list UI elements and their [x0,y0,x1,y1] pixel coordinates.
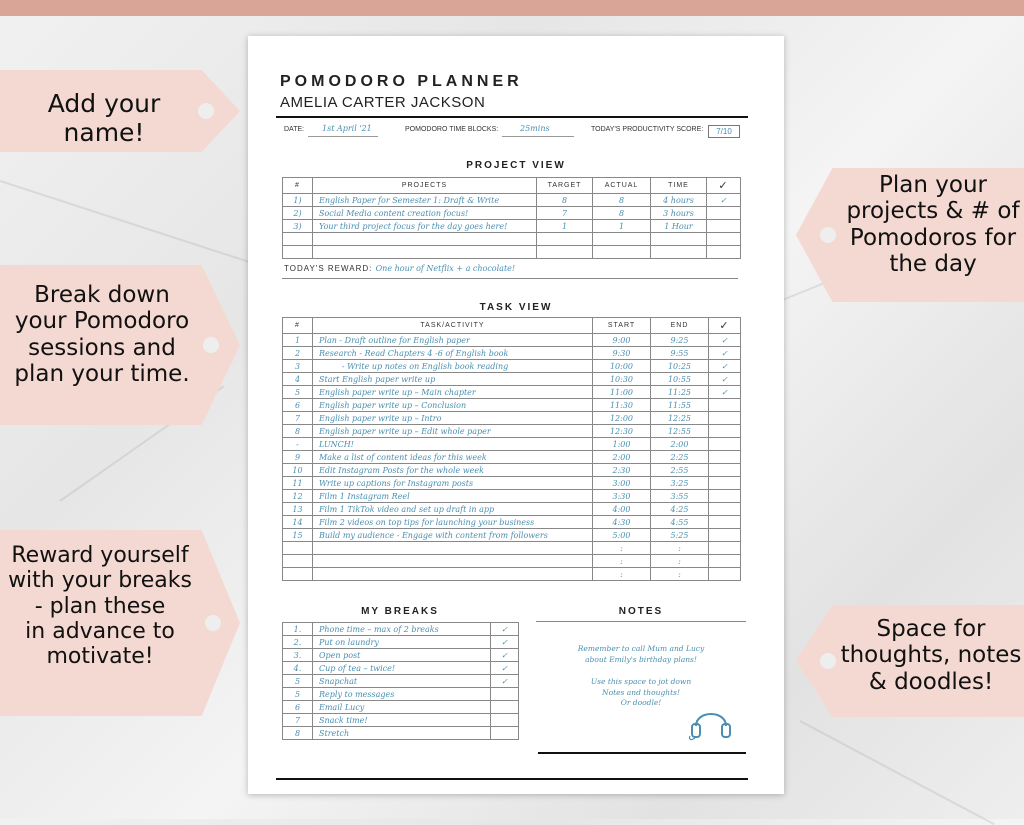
header-end: END [651,318,709,334]
task-check-icon[interactable] [709,438,741,451]
project-target[interactable] [537,233,593,246]
break-row [283,675,519,688]
date-label: DATE: [284,126,305,133]
break-number: 7 [283,714,313,727]
break-check-icon[interactable] [491,701,519,714]
break-number: 4. [283,662,313,675]
task-activity[interactable]: Make a list of content ideas for this week [313,451,593,464]
date-value[interactable]: 1st April '21 [322,124,372,133]
time-blocks-label: POMODORO TIME BLOCKS: [405,126,499,133]
task-row [283,334,741,347]
task-end[interactable]: 11:25 [651,386,709,399]
task-start[interactable]: 5:00 [593,529,651,542]
task-start[interactable]: 4:00 [593,503,651,516]
break-row [283,662,519,675]
project-name[interactable]: English Paper for Semester 1: Draft & Write [313,194,537,207]
task-end[interactable]: : [651,542,709,555]
break-item[interactable]: Stretch [313,727,491,740]
header-number: # [283,318,313,334]
task-number [283,555,313,568]
reward-underline [282,278,738,279]
task-end[interactable]: 9:25 [651,334,709,347]
task-row [283,516,741,529]
project-number [283,246,313,259]
task-check-icon[interactable] [709,451,741,464]
task-check-icon[interactable]: ✓ [709,360,741,373]
project-target[interactable]: 8 [537,194,593,207]
break-check-icon[interactable] [491,727,519,740]
break-row [283,701,519,714]
task-check-icon[interactable] [709,399,741,412]
tag-hole [820,653,836,669]
task-table [282,317,741,581]
task-number: 13 [283,503,313,516]
headphones-icon [688,700,734,742]
project-name[interactable]: Your third project focus for the day goes here! [313,220,537,233]
project-row [283,194,741,207]
callout-reward: Reward yourself with your breaks - plan these in advance to motivate! [8,543,192,670]
task-number: 2 [283,347,313,360]
break-number: 5 [283,688,313,701]
callout-plan-projects: Plan your projects & # of Pomodoros for the day [846,172,1020,278]
task-start[interactable]: 12:00 [593,412,651,425]
break-check-icon[interactable]: ✓ [491,623,519,636]
break-check-icon[interactable] [491,688,519,701]
task-activity[interactable]: English paper write up – Main chapter [313,386,593,399]
task-number: 7 [283,412,313,425]
breaks-table [282,622,519,740]
break-row [283,649,519,662]
project-number: 2) [283,207,313,220]
project-row [283,246,741,259]
project-name[interactable] [313,233,537,246]
project-actual[interactable]: 8 [593,194,651,207]
header-target: TARGET [537,178,593,194]
task-start[interactable]: 9:30 [593,347,651,360]
task-number: 8 [283,425,313,438]
task-start[interactable]: 10:30 [593,373,651,386]
task-number: 5 [283,386,313,399]
marble-vein [800,720,995,825]
task-check-icon[interactable] [709,516,741,529]
task-row [283,373,741,386]
task-activity[interactable]: LUNCH! [313,438,593,451]
project-name[interactable] [313,246,537,259]
header-rule [276,116,748,118]
project-view-title: PROJECT VIEW [466,160,566,171]
task-view-title: TASK VIEW [479,302,553,313]
project-number: 3) [283,220,313,233]
break-item[interactable]: Reply to messages [313,688,491,701]
task-end[interactable]: 4:55 [651,516,709,529]
break-number: 2. [283,636,313,649]
project-actual[interactable] [593,233,651,246]
break-item[interactable]: Email Lucy [313,701,491,714]
task-row [283,438,741,451]
task-row [283,347,741,360]
break-number: 5 [283,675,313,688]
notes-top-rule [536,621,746,622]
break-item[interactable]: Cup of tea – twice! [313,662,491,675]
tag-hole [205,615,221,631]
task-end[interactable]: 11:55 [651,399,709,412]
breaks-title: MY BREAKS [361,606,439,617]
task-end[interactable]: 10:25 [651,360,709,373]
reward-value[interactable]: One hour of Netflix + a chocolate! [375,264,516,273]
task-number: 10 [283,464,313,477]
task-row [283,386,741,399]
header-time: TIME [651,178,707,194]
task-end[interactable]: : [651,568,709,581]
task-check-icon[interactable]: ✓ [709,334,741,347]
score-value[interactable]: 7/10 [708,125,740,138]
break-row [283,727,519,740]
break-item[interactable]: Phone time – max of 2 breaks [313,623,491,636]
break-check-icon[interactable] [491,714,519,727]
project-row [283,220,741,233]
footer-rule [276,778,748,780]
task-start[interactable]: 11:00 [593,386,651,399]
task-start[interactable]: 1:00 [593,438,651,451]
task-row [283,529,741,542]
break-check-icon[interactable]: ✓ [491,649,519,662]
task-activity[interactable]: Write up captions for Instagram posts [313,477,593,490]
task-number: 11 [283,477,313,490]
header-check-icon: ✓ [709,318,741,334]
project-row [283,233,741,246]
task-end[interactable]: 10:55 [651,373,709,386]
time-blocks-value[interactable]: 25mins [520,124,550,133]
task-activity[interactable]: Build my audience - Engage with content from followers [313,529,593,542]
task-check-icon[interactable] [709,529,741,542]
task-start[interactable]: 3:30 [593,490,651,503]
score-label: TODAY'S PRODUCTIVITY SCORE: [591,126,704,133]
task-end[interactable]: 2:25 [651,451,709,464]
project-actual[interactable]: 1 [593,220,651,233]
break-item[interactable]: Snapchat [313,675,491,688]
project-target[interactable]: 1 [537,220,593,233]
project-time[interactable]: 4 hours [651,194,707,207]
task-row [283,464,741,477]
break-check-icon[interactable]: ✓ [491,675,519,688]
todays-reward [284,264,515,273]
task-start[interactable]: 11:30 [593,399,651,412]
callout-add-name: Add your name! [47,89,161,147]
task-end[interactable]: 12:55 [651,425,709,438]
break-row [283,688,519,701]
project-target[interactable]: 7 [537,207,593,220]
break-item[interactable]: Put on laundry [313,636,491,649]
header-number: # [283,178,313,194]
break-row [283,623,519,636]
task-check-icon[interactable] [709,412,741,425]
task-start[interactable]: 4:30 [593,516,651,529]
task-activity[interactable]: Film 1 Instagram Reel [313,490,593,503]
task-activity[interactable]: Plan - Draft outline for English paper [313,334,593,347]
task-row [283,399,741,412]
project-actual[interactable] [593,246,651,259]
project-time[interactable]: 3 hours [651,207,707,220]
notes-text[interactable]: Remember to call Mum and Lucy about Emily's birthday plans! Use this space to jot down Notes and thoughts! Or doodle! [577,644,705,708]
task-row [283,477,741,490]
date-underline [308,136,378,137]
break-number: 6 [283,701,313,714]
header-check-icon: ✓ [707,178,741,194]
task-activity[interactable]: Research - Read Chapters 4 -6 of English book [313,347,593,360]
project-time[interactable]: 1 Hour [651,220,707,233]
project-row [283,207,741,220]
task-check-icon[interactable] [709,568,741,581]
task-row [283,451,741,464]
task-start[interactable]: 2:30 [593,464,651,477]
task-check-icon[interactable] [709,555,741,568]
task-row [283,360,741,373]
task-number: 4 [283,373,313,386]
task-row [283,412,741,425]
task-end[interactable]: 2:00 [651,438,709,451]
tag-hole [820,227,836,243]
header-start: START [593,318,651,334]
task-number: 6 [283,399,313,412]
task-end[interactable]: 2:55 [651,464,709,477]
project-check-icon[interactable]: ✓ [707,194,741,207]
task-end[interactable]: : [651,555,709,568]
task-row [283,542,741,555]
task-number [283,568,313,581]
break-check-icon[interactable]: ✓ [491,636,519,649]
project-table-header [283,178,741,194]
task-end[interactable]: 5:25 [651,529,709,542]
task-end[interactable]: 4:25 [651,503,709,516]
task-activity[interactable] [313,542,593,555]
notes-title: NOTES [618,606,664,617]
header-task: TASK/ACTIVITY [313,318,593,334]
reward-label: TODAY'S REWARD: [284,264,373,273]
marble-vein [0,180,286,275]
task-end[interactable]: 3:25 [651,477,709,490]
task-check-icon[interactable] [709,425,741,438]
planner-title: POMODORO PLANNER [280,73,523,90]
task-number: 9 [283,451,313,464]
task-row [283,555,741,568]
task-start[interactable]: 3:00 [593,477,651,490]
project-name[interactable]: Social Media content creation focus! [313,207,537,220]
task-row [283,425,741,438]
planner-owner-name[interactable]: AMELIA CARTER JACKSON [280,94,486,111]
task-number: 14 [283,516,313,529]
project-actual[interactable]: 8 [593,207,651,220]
project-table [282,177,741,259]
task-start[interactable]: : [593,568,651,581]
task-activity[interactable]: - Write up notes on English book reading [313,360,593,373]
task-end[interactable]: 9:55 [651,347,709,360]
task-row [283,490,741,503]
break-item[interactable]: Open post [313,649,491,662]
task-start[interactable]: 9:00 [593,334,651,347]
project-check-icon[interactable] [707,233,741,246]
break-number: 1. [283,623,313,636]
task-check-icon[interactable] [709,503,741,516]
task-number: 1 [283,334,313,347]
break-row [283,714,519,727]
task-check-icon[interactable]: ✓ [709,373,741,386]
notes-bottom-rule [538,752,746,754]
task-end[interactable]: 3:55 [651,490,709,503]
break-number: 3. [283,649,313,662]
task-check-icon[interactable] [709,542,741,555]
task-start[interactable]: 2:00 [593,451,651,464]
task-table-header [283,318,741,334]
project-number [283,233,313,246]
task-check-icon[interactable] [709,490,741,503]
top-accent-bar [0,0,1024,16]
tag-hole [203,337,219,353]
break-item[interactable]: Snack time! [313,714,491,727]
task-activity[interactable]: Film 2 videos on top tips for launching your business [313,516,593,529]
task-start[interactable]: : [593,555,651,568]
task-start[interactable]: 10:00 [593,360,651,373]
task-number: 3 [283,360,313,373]
task-check-icon[interactable]: ✓ [709,347,741,360]
task-check-icon[interactable] [709,464,741,477]
task-row [283,568,741,581]
task-activity[interactable]: English paper write up – Conclusion [313,399,593,412]
task-activity[interactable]: English paper write up – Intro [313,412,593,425]
callout-space: Space for thoughts, notes & doodles! [840,616,1022,695]
task-row [283,503,741,516]
time-blocks-underline [502,136,574,137]
task-number: 15 [283,529,313,542]
task-activity[interactable]: Start English paper write up [313,373,593,386]
project-check-icon[interactable] [707,207,741,220]
task-number: - [283,438,313,451]
project-time[interactable] [651,233,707,246]
project-number: 1) [283,194,313,207]
callout-break-down: Break down your Pomodoro sessions and plan your time. [14,282,190,388]
break-number: 8 [283,727,313,740]
task-activity[interactable] [313,555,593,568]
task-check-icon[interactable]: ✓ [709,386,741,399]
break-row [283,636,519,649]
task-activity[interactable]: Edit Instagram Posts for the whole week [313,464,593,477]
task-activity[interactable]: Film 1 TikTok video and set up draft in app [313,503,593,516]
task-start[interactable]: 12:30 [593,425,651,438]
task-activity[interactable]: English paper write up – Edit whole paper [313,425,593,438]
break-check-icon[interactable]: ✓ [491,662,519,675]
header-projects: PROJECTS [313,178,537,194]
task-end[interactable]: 12:25 [651,412,709,425]
planner-page [248,36,784,794]
project-check-icon[interactable] [707,220,741,233]
task-check-icon[interactable] [709,477,741,490]
task-activity[interactable] [313,568,593,581]
project-check-icon[interactable] [707,246,741,259]
project-target[interactable] [537,246,593,259]
task-start[interactable]: : [593,542,651,555]
task-number: 12 [283,490,313,503]
project-time[interactable] [651,246,707,259]
header-actual: ACTUAL [593,178,651,194]
task-number [283,542,313,555]
